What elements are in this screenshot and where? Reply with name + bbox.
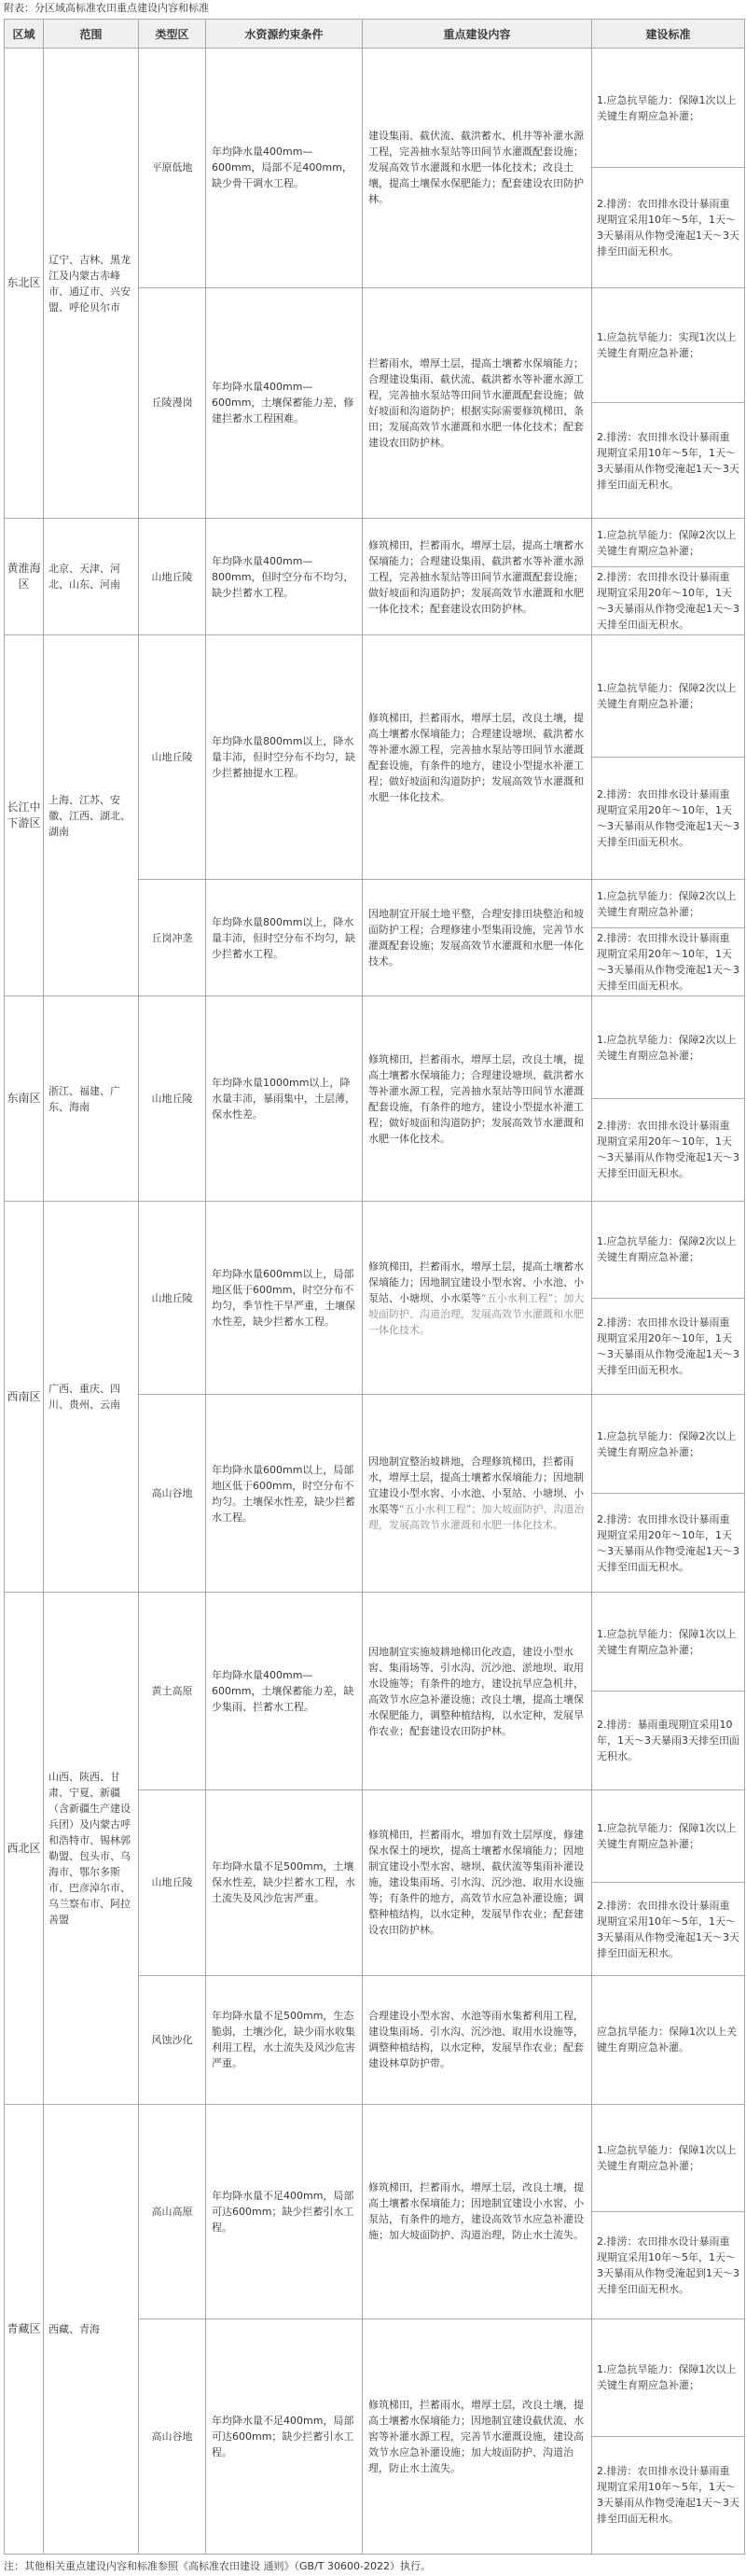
water-constraint-cell: 年均降水量800mm以上，降水量丰沛，但时空分布不均匀，缺少拦蓄抽提水工程。 [206, 635, 363, 880]
landform-type-cell: 黄土高原 [139, 1593, 206, 1790]
landform-type-cell: 丘陵漫岗 [139, 287, 206, 519]
standard-list [592, 880, 744, 996]
key-content-cell [363, 1790, 592, 1976]
standard-item: 应急抗旱能力：保障1次以上关键生育期应急补灌。 [597, 2026, 737, 2054]
key-content-cell [363, 287, 592, 519]
table-row [5, 1593, 745, 1790]
landform-type-cell: 山地丘陵 [139, 1201, 206, 1394]
standard-item: 2.排涝：农田排水设计暴雨重现期宜采用20年～10年，1天～3天暴雨从作物受淹起1天～3天排至田面无积水。 [592, 1098, 744, 1201]
table-caption: 附表：分区域高标准农田重点建设内容和标准 [4, 2, 209, 14]
water-constraint-cell: 年均降水量不足500mm，生态脆弱，土壤沙化，缺少雨水收集利用工程，水土流失及风沙危害严重。 [206, 1975, 363, 2104]
standard-item: 1.应急抗旱能力：实现1次以上关键生育期应急补灌； [597, 330, 737, 359]
header-region: 区域 [5, 20, 44, 49]
standard-item: 2.排涝：农田排水设计暴雨重现期宜采用20年～10年，1天～3天暴雨从作物受淹起1天～3天排至田面无积水。 [592, 566, 744, 634]
standard-item: 2.排涝：农田排水设计暴雨重现期宜采用10年～5年，1天～3天暴雨从作物受淹起1天～3天排至田面无积水。 [592, 2436, 744, 2554]
region-cell: 西北区 [5, 1593, 44, 2105]
region-cell: 长江中下游区 [5, 635, 44, 996]
standard-item: 2.排涝：农田排水设计暴雨重现期宜采用10年～5年，1天～3天暴雨从作物受淹起1天～3天排至田面无积水。 [592, 167, 744, 286]
key-content-cell [363, 1201, 592, 1394]
key-content-text: 因地制宜开展土地平整，合理安排田块整治和坡面防护工程；合理修建小型集雨设施，完善节水灌溉配套设施；发展高效节水灌溉和水肥一体化技术。 [368, 908, 584, 968]
standard-list [592, 1202, 744, 1394]
region-cell: 黄淮海区 [5, 519, 44, 635]
water-constraint-cell: 年均降水量不足500mm，土壤保水性差，缺少拦蓄水工程，水土流失及风沙危害严重。 [206, 1790, 363, 1976]
key-content-cell [363, 49, 592, 288]
key-content-text: 修筑梯田，拦蓄雨水，增厚土层，改良土壤，提高土壤蓄水保墒能力；合理建设塘坝、截洪蓄水等补灌水源工程，完善抽水泵站等田间节水灌溉配套设施，有条件的地方，建设小型提水补灌工程；做好坡面和沟道防护；发展高效节水灌溉和水肥一体化技术。 [368, 1052, 584, 1145]
water-constraint-cell: 年均降水量400mm—800mm，但时空分布不均匀，缺少拦蓄水工程。 [206, 519, 363, 635]
key-content-text: 修筑梯田，拦蓄雨水，增厚土层，改良土壤，提高土壤蓄水保墒能力；因地制宜建设小水窖、小泵站，有条件的地方，建设高效节水应急补灌设施；加大坡面防护、沟道治理，防止水土流失。 [368, 2181, 584, 2242]
standard-list [592, 1593, 744, 1789]
standard-item: 1.应急抗旱能力：保障1次以上关键生育期应急补灌； [597, 2143, 737, 2172]
standard-cell [592, 1395, 745, 1593]
standard-cell [592, 996, 745, 1202]
key-content-text: 拦蓄雨水，增厚土层，提高土壤蓄水保墒能力；合理建设集雨、截伏流、截洪蓄水等补灌水源工程，完善抽水泵站等田间节水灌溉配套设施；做好坡面和沟道防护；根据实际需要修筑梯田、条田；发展高效节水灌溉和水肥一体化技术；配套建设农田防护林。 [368, 356, 584, 449]
standard-item: 2.排涝：农田排水设计暴雨重现期宜采用10年～5年，1天～3天暴雨从作物受淹起1天～3天排至田面无积水。 [592, 402, 744, 518]
key-content-emphasis: “五小水利工程”；加大坡面防护、沟道治理，发展高效节水灌溉和水肥一体化技术。 [368, 1291, 585, 1336]
standard-cell [592, 1593, 745, 1790]
table-row [5, 2105, 745, 2319]
standard-item: 1.应急抗旱能力：保障1次以上关键生育期应急补灌； [597, 93, 737, 122]
standard-item: 2.排涝：农田排水设计暴雨重现期宜采用10年～5年，1天～3天暴雨从作物受淹起到1天～3天排至田面无积水。 [592, 2211, 744, 2318]
standard-cell [592, 1790, 745, 1976]
header-water-constraint: 水资源约束条件 [206, 20, 363, 49]
standard-item: 1.应急抗旱能力：保障2次以上关键生育期应急补灌； [597, 682, 737, 711]
key-content-cell [363, 519, 592, 635]
standard-cell [592, 1201, 745, 1394]
key-content-text: 修筑梯田，拦蓄雨水，增厚土层，改良土壤，提高土壤蓄水保墒能力；合理建设塘坝、截洪蓄水等补灌水源工程，完善抽水泵站等田间节水灌溉配套设施，有条件的地方，建设小型提水补灌工程；做好坡面和沟道防护；发展高效节水灌溉和水肥一体化技术。 [368, 711, 584, 803]
scope-cell: 上海、江苏、安徽、江西、湖北、湖南 [44, 635, 139, 996]
key-content-cell [363, 1975, 592, 2104]
water-constraint-cell: 年均降水量不足400mm，局部可达600mm；缺少拦蓄引水工程。 [206, 2105, 363, 2319]
water-constraint-cell: 年均降水量1000mm以上，降水量丰沛，暴雨集中，土层薄，保水性差。 [206, 996, 363, 1202]
region-cell: 东南区 [5, 996, 44, 1202]
header-scope: 范围 [44, 20, 139, 49]
standard-item: 1.应急抗旱能力：保障1次以上关键生育期应急补灌； [597, 1627, 737, 1656]
scope-cell: 北京、天津、河北、山东、河南 [44, 519, 139, 635]
standard-cell [592, 635, 745, 880]
standard-item: 1.应急抗旱能力：保障2次以上关键生育期应急补灌； [597, 1235, 737, 1264]
standard-cell [592, 49, 745, 288]
key-content-text: 建设集雨、截伏流、截洪蓄水、机井等补灌水源工程，完善抽水泵站等田间节水灌溉配套设施；发展高效节水灌溉和水肥一体化技术；改良土壤，提高土壤保水保肥能力；配套建设农田防护林。 [368, 130, 584, 206]
key-content-text: 修筑梯田，拦蓄雨水，增加有效土层厚度，修建保水保土的埂坎，提高土壤蓄水保墒能力；因地制宜建设小型水窖、塘坝、截伏流等集雨补灌设施，建设集雨场、引水沟、沉沙池、取用水设施等；有条件的地方，高效节水应急补灌设施；调整种植结构，以水定种，发展旱作农业；配套建设农田防护林。 [368, 1829, 584, 1937]
landform-type-cell: 高山谷地 [139, 2318, 206, 2554]
standard-list [592, 2319, 744, 2554]
water-constraint-cell: 年均降水量800mm以上，降水量丰沛，但时空分布不均匀，缺少拦蓄水工程。 [206, 880, 363, 996]
table-row [5, 519, 745, 635]
water-constraint-cell: 年均降水量400mm—600mm，土壤保蓄能力差，缺少集雨、拦蓄水工程。 [206, 1593, 363, 1790]
landform-type-cell: 风蚀沙化 [139, 1975, 206, 2104]
standard-item: 2.排涝：暴雨重现期宜采用10年，1天～3天暴雨3天排至田面无积水。 [592, 1691, 744, 1789]
water-constraint-cell: 年均降水量400mm—600mm，土壤保蓄能力差，修建拦蓄水工程困难。 [206, 287, 363, 519]
standard-list [592, 49, 744, 287]
standard-item: 2.排涝：农田排水设计暴雨重现期宜采用20年～10年，1天～3天暴雨从作物受淹起1天～3天排至田面无积水。 [592, 927, 744, 996]
standard-item: 1.应急抗旱能力：保障2次以上关键生育期应急补灌； [597, 1429, 737, 1458]
key-content-emphasis: “五小水利工程”；加大坡面防护、沟道治理，发展高效节水灌溉和水肥一体化技术。 [368, 1503, 585, 1532]
region-cell: 青藏区 [5, 2105, 44, 2555]
standard-item: 1.应急抗旱能力：保障2次以上关键生育期应急补灌； [597, 1033, 737, 1062]
standard-list [592, 288, 744, 519]
scope-cell: 广西、重庆、四川、贵州、云南 [44, 1201, 139, 1592]
key-content-cell [363, 1395, 592, 1593]
landform-type-cell: 平原低地 [139, 49, 206, 288]
key-content-text: 因地制宜整治坡耕地，合理修筑梯田，拦蓄雨水，增厚土层，提高土壤蓄水保墒能力；因地制宜建设小型水窖、小水池、小泵站、小塘坝、小水渠等 [368, 1455, 584, 1516]
water-constraint-cell: 年均降水量600mm以上，局部地区低于600mm，时空分布不均匀，季节性干旱严重，土壤保水性差，缺少拦蓄水工程。 [206, 1201, 363, 1394]
water-constraint-cell: 年均降水量600mm以上，局部地区低于600mm，时空分布不均匀。土壤保水性差，缺少拦蓄水工程。 [206, 1395, 363, 1593]
standard-item: 1.应急抗旱能力：保障2次以上关键生育期应急补灌； [597, 528, 737, 557]
standard-item: 1.应急抗旱能力：保障2次以上关键生育期应急补灌； [597, 889, 737, 918]
landform-type-cell: 山地丘陵 [139, 996, 206, 1202]
standard-cell [592, 287, 745, 519]
footnote: 注：其他相关重点建设内容和标准参照《高标准农田建设 通则》（GB/T 30600-2022）执行。 [4, 2560, 431, 2572]
table-header-row [5, 20, 745, 49]
standard-item: 2.排涝：农田排水设计暴雨重现期宜采用10年～5年，1天～3天暴雨从作物受淹起1天～3天排至田面无积水。 [592, 1882, 744, 1974]
standard-item: 1.应急抗旱能力：保障1次以上关键生育期应急补灌； [597, 2363, 737, 2392]
key-content-cell [363, 635, 592, 880]
table-row [5, 1201, 745, 1394]
key-content-text: 修筑梯田，拦蓄雨水，增厚土层，提高土壤蓄水保墒能力；合理建设集雨、截洪蓄水等补灌水源工程，完善抽水泵站等田间节水灌溉配套设施；做好坡面和沟道防护；发展高效节水灌溉和水肥一体化技术；配套建设农田防护林。 [368, 538, 584, 615]
standard-item: 2.排涝：农田排水设计暴雨重现期宜采用20年～10年，1天～3天暴雨从作物受淹起1天～3天排至田面无积水。 [592, 757, 744, 879]
key-content-cell [363, 996, 592, 1202]
standard-item: 2.排涝：农田排水设计暴雨重现期宜采用20年～10年，1天～3天暴雨从作物受淹起1天～3天排至田面无积水。 [592, 1298, 744, 1395]
standard-item: 2.排涝：农田排水设计暴雨重现期宜采用20年～10年，1天～3天暴雨从作物受淹起1天～3天排至田面无积水。 [592, 1493, 744, 1592]
standard-list [592, 2105, 744, 2318]
header-type: 类型区 [139, 20, 206, 49]
standard-cell [592, 2105, 745, 2319]
standard-cell [592, 519, 745, 635]
standard-list [592, 996, 744, 1201]
key-content-text: 修筑梯田，拦蓄雨水，增厚土层，改良土壤，提高土壤蓄水保墒能力；因地制宜建设截伏流、水窖等补灌水源工程，完善节水灌溉设施，建设高效节水应急补灌设施；加大坡面防护、沟道治理，防止水土流失。 [368, 2398, 584, 2474]
key-content-cell [363, 2105, 592, 2319]
scope-cell: 辽宁、吉林、黑龙江及内蒙古赤峰市、通辽市、兴安盟、呼伦贝尔市 [44, 49, 139, 519]
standard-cell [592, 2318, 745, 2554]
scope-cell: 西藏、青海 [44, 2105, 139, 2555]
table-row [5, 996, 745, 1202]
key-content-text: 因地制宜实施坡耕地梯田化改造，建设小型水窖、集雨场等、引水沟、沉沙池、淤地坝、取用水设施等；有条件的地方，建设抗旱应急机井，高效节水应急补灌设施；改良土壤，提高土壤保水保肥能力，调整种植结构，以水定种，发展旱作农业；配套建设农田防护林。 [368, 1645, 584, 1737]
scope-cell: 山西、陕西、甘肃、宁夏、新疆（含新疆生产建设兵团）及内蒙古呼和浩特市、锡林郭勒盟、包头市、乌海市、鄂尔多斯市、巴彦淖尔市、乌兰察布市、阿拉善盟 [44, 1593, 139, 2105]
landform-type-cell: 丘岗冲垄 [139, 880, 206, 996]
key-content-cell [363, 1593, 592, 1790]
landform-type-cell: 山地丘陵 [139, 1790, 206, 1976]
standard-cell [592, 1975, 745, 2104]
key-content-text: 合理建设小型水窖、水池等雨水集蓄利用工程，建设集雨场、引水沟、沉沙池、取用水设施等，调整种植结构，以水定种，发展旱作农业；配套建设林草防护带。 [368, 2010, 584, 2070]
standard-list [592, 1395, 744, 1592]
standard-cell [592, 880, 745, 996]
standard-item: 1.应急抗旱能力：保障1次以上关键生育期应急补灌； [597, 1822, 737, 1851]
header-standard: 建设标准 [592, 20, 745, 49]
water-constraint-cell: 年均降水量不足400mm，局部可达600mm；缺少拦蓄引水工程。 [206, 2318, 363, 2554]
region-cell: 东北区 [5, 49, 44, 519]
key-content-cell [363, 880, 592, 996]
landform-type-cell: 山地丘陵 [139, 519, 206, 635]
key-content-cell [363, 2318, 592, 2554]
standards-table [4, 19, 745, 2555]
key-content-text: 修筑梯田，拦蓄雨水，增厚土层，提高土壤蓄水保墒能力；因地制宜建设小型水窖、小水池、小泵站、小塘坝、小水渠等 [368, 1260, 584, 1304]
landform-type-cell: 高山高原 [139, 2105, 206, 2319]
landform-type-cell: 高山谷地 [139, 1395, 206, 1593]
region-cell: 西南区 [5, 1201, 44, 1592]
standard-list [592, 1976, 744, 2104]
table-row [5, 635, 745, 880]
landform-type-cell: 山地丘陵 [139, 635, 206, 880]
scope-cell: 浙江、福建、广东、海南 [44, 996, 139, 1202]
table-row [5, 49, 745, 288]
standard-list [592, 635, 744, 879]
standard-list [592, 519, 744, 634]
standard-list [592, 1790, 744, 1975]
header-key-content: 重点建设内容 [363, 20, 592, 49]
water-constraint-cell: 年均降水量400mm—600mm，局部不足400mm，缺少骨干调水工程。 [206, 49, 363, 288]
